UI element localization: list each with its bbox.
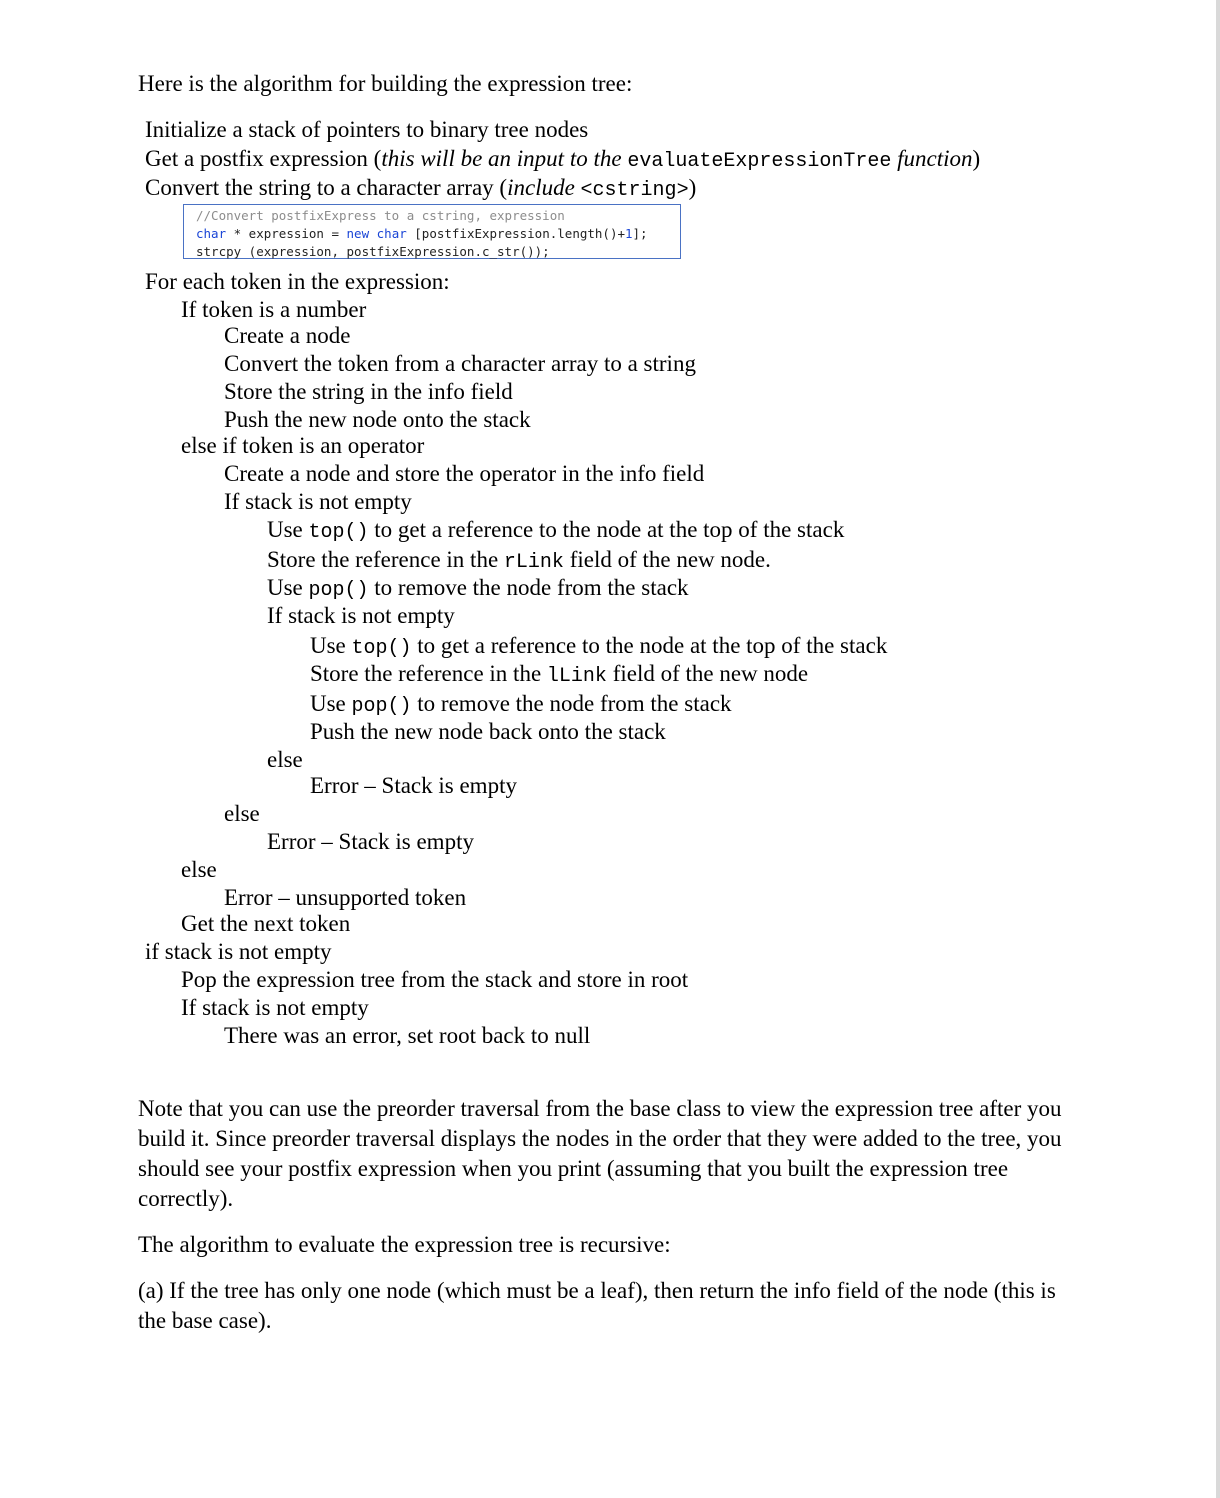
code-text: ]; [632, 226, 648, 241]
step-text-italic: include [507, 175, 581, 200]
rlink-code: rLink [503, 551, 564, 574]
code-text [369, 226, 377, 241]
step-text: Get a postfix expression ( [145, 146, 382, 171]
step-text: field of the new node [606, 661, 809, 686]
step-text: to remove the node from the stack [411, 691, 732, 716]
step-text: Store the reference in the [267, 547, 504, 572]
step-text: Use [310, 691, 352, 716]
algo-error-unsupported: Error – unsupported token [224, 885, 467, 910]
eval-base-case: (a) If the tree has only one node (which must be a leaf), then return the info field of the node (this is the base case). [138, 1278, 1056, 1333]
step-get-postfix [145, 145, 980, 176]
algo-push-back: Push the new node back onto the stack [310, 719, 666, 744]
pop-function-code: pop() [308, 579, 369, 602]
algo-create-operator: Create a node and store the operator in the info field [224, 461, 705, 486]
pop-function-code: pop() [351, 695, 412, 718]
note-paragraph: Note that you can use the preorder traversal from the base class to view the expression tree after you build it. Since preorder traversal displays the nodes in the order that they were added to the tree, you should see your postfix expression when you print (assuming that you built the expression tree correctly). [138, 1096, 1062, 1211]
intro-heading: Here is the algorithm for building the expression tree: [138, 71, 633, 96]
code-keyword: new [346, 226, 370, 241]
algo-else-3: else [181, 857, 217, 882]
algo-error-null: There was an error, set root back to null [224, 1023, 591, 1048]
algo-if-not-empty-1: If stack is not empty [224, 489, 412, 514]
step-convert [145, 174, 696, 205]
code-number: 1 [625, 226, 633, 241]
algo-use-top-2 [310, 632, 887, 663]
algo-use-pop-1 [267, 574, 689, 605]
algo-store-llink [310, 660, 808, 691]
step-text: to get a reference to the node at the top of the stack [411, 633, 888, 658]
step-text: to remove the node from the stack [368, 575, 689, 600]
top-function-code: top() [351, 637, 412, 660]
code-text: [postfixExpression.length()+ [406, 226, 625, 241]
algo-if-number: If token is a number [181, 297, 367, 322]
code-text: * expression = [226, 226, 347, 241]
algo-if-not-empty-3: If stack is not empty [181, 995, 369, 1020]
algo-use-top-1 [267, 516, 844, 547]
algo-store-string: Store the string in the info field [224, 379, 513, 404]
algo-else-2: else [224, 801, 260, 826]
step-text: Use [310, 633, 352, 658]
algo-else-1: else [267, 747, 303, 772]
code-snippet [183, 204, 681, 259]
algo-create-node: Create a node [224, 323, 351, 348]
step-text: ) [688, 175, 697, 200]
algo-if-stack-not-empty: if stack is not empty [145, 939, 332, 964]
code-comment: //Convert postfixExpress to a cstring, expression [196, 208, 565, 223]
algo-error-empty-1: Error – Stack is empty [310, 773, 517, 798]
code-line-new-char [196, 225, 680, 243]
function-name-code: evaluateExpressionTree [627, 150, 892, 173]
code-line-strcpy: strcpy (expression, postfixExpression.c_str()); [196, 244, 550, 259]
algo-error-empty-2: Error – Stack is empty [267, 829, 474, 854]
step-text: field of the new node. [563, 547, 771, 572]
algo-else-if-operator: else if token is an operator [181, 433, 425, 458]
algo-store-rlink [267, 546, 771, 577]
algo-push-node: Push the new node onto the stack [224, 407, 531, 432]
step-init: Initialize a stack of pointers to binary tree nodes [145, 117, 589, 142]
step-text: Use [267, 575, 309, 600]
step-text: Use [267, 517, 309, 542]
top-function-code: top() [308, 521, 369, 544]
algo-if-not-empty-2: If stack is not empty [267, 603, 455, 628]
step-text: Convert the string to a character array ( [145, 175, 508, 200]
algo-for-each: For each token in the expression: [145, 269, 450, 294]
step-text: Store the reference in the [310, 661, 547, 686]
eval-intro: The algorithm to evaluate the expression tree is recursive: [138, 1232, 671, 1257]
algo-pop-tree: Pop the expression tree from the stack and store in root [181, 967, 689, 992]
algo-next-token: Get the next token [181, 911, 351, 936]
step-text-italic: this will be an input to the [381, 146, 628, 171]
algo-use-pop-2 [310, 690, 732, 721]
code-keyword: char [376, 226, 407, 241]
step-text-italic: function [891, 146, 973, 171]
page-edge [1216, 0, 1220, 1498]
code-keyword: char [196, 226, 227, 241]
step-text: ) [972, 146, 981, 171]
include-code: <cstring> [580, 179, 689, 202]
algo-convert-token: Convert the token from a character array to a string [224, 351, 696, 376]
step-text: to get a reference to the node at the top of the stack [368, 517, 845, 542]
llink-code: lLink [546, 665, 607, 688]
